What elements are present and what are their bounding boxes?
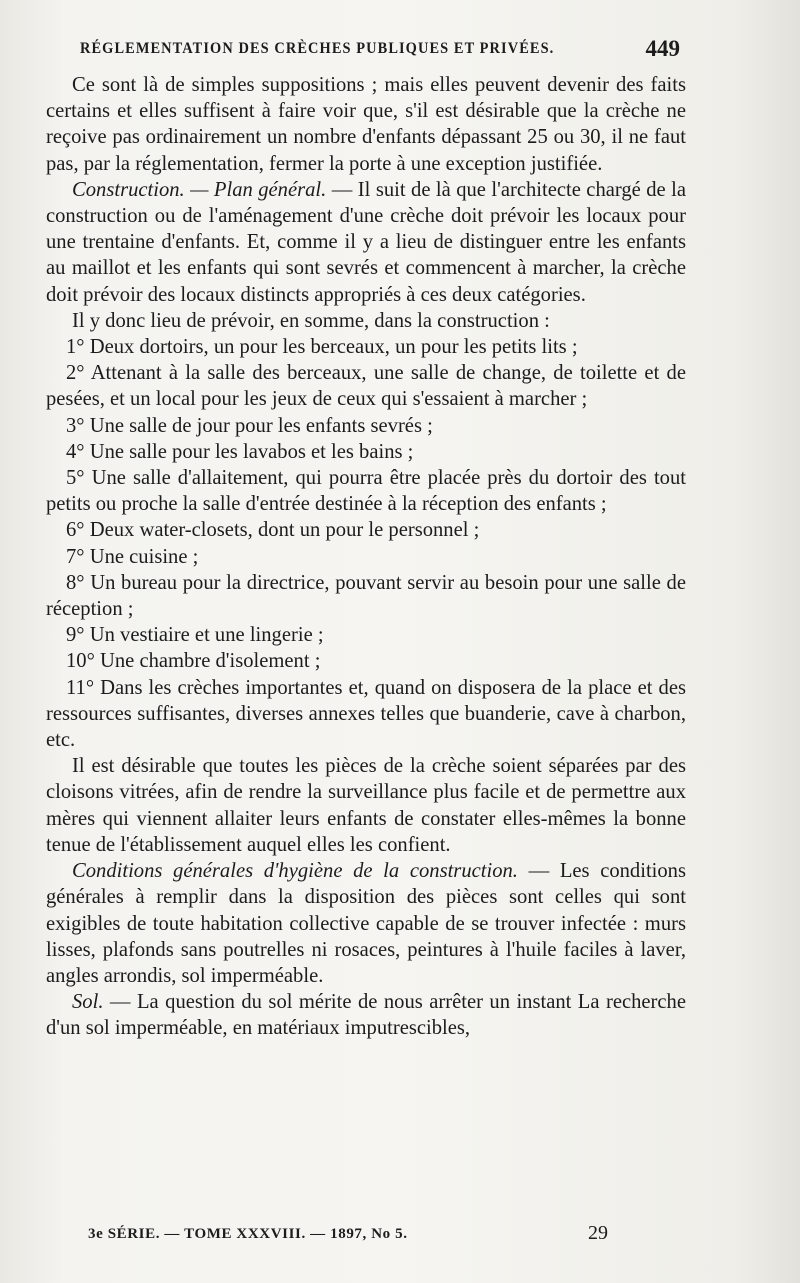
page-number: 449 [645,36,680,61]
paragraph-text: — Il suit de là que l'architecte chargé de la construction ou de l'aménagement d'une crèche doit prévoir les locaux pour une trentaine d'enfants. Et, comme il y a lieu de distinguer entre les enfants au maillot et les enfants qui sont sevrés et commencent à marcher, la crèche doit prévoir des locaux distincts appropriés à ces deux catégories. [46,178,686,306]
list-item [46,413,686,439]
list-item [46,360,686,412]
list-text: Une salle de jour pour les enfants sevrés ; [89,414,433,437]
list-item [46,517,686,543]
list-number: 1° [66,336,85,359]
list-text: Une salle pour les lavabos et les bains ; [89,440,414,463]
section-heading: Construction. — Plan général. [72,178,327,201]
footer-signature: 3e SÉRIE. — TOME XXXVIII. — 1897, No 5. [88,1226,408,1242]
list-text: Une salle d'allaitement, qui pourra être placée près du dortoir des tout petits ou proche la salle d'entrée destinée à la réception des enfants ; [46,467,686,516]
list-item [46,465,686,517]
list-number: 3° [66,414,85,437]
list-text: Attenant à la salle des berceaux, une salle de change, de toilette et de pesées, et un local pour les jeux de ceux qui s'essaient à marcher ; [46,362,686,411]
list-text: Dans les crèches importantes et, quand on disposera de la place et des ressources suffisantes, diverses annexes telles que buanderie, cave à charbon, etc. [46,676,686,752]
page-header [80,36,680,62]
list-item [46,570,686,622]
paragraph-text: Ce sont là de simples suppositions ; mais elles peuvent devenir des faits certains et elles suffisent à faire voir que, s'il est désirable que la crèche ne reçoive pas ordinairement un nombre d'enfants dépassant 25 ou 30, il ne faut pas, par la réglementation, fermer la porte à une exception justifiée. [46,74,686,175]
list-item [46,648,686,674]
list-text: Deux water-closets, dont un pour le personnel ; [89,519,480,542]
list-item [46,622,686,648]
paragraph [46,858,686,989]
list-text: Un vestiaire et une lingerie ; [89,624,324,647]
list-number: 9° [66,624,85,647]
list-item [46,439,686,465]
paragraph-text: Il y donc lieu de prévoir, en somme, dans la construction : [72,309,550,332]
paragraph [46,989,686,1041]
paragraph-text: — Les conditions générales à remplir dans la disposition des pièces sont celles qui sont exigibles de toute habitation collective capable de se trouver infectée : murs lisses, plafonds sans poutrelles ni rosaces, peintures à l'huile faciles à laver, angles arrondis, sol imperméable. [46,860,686,987]
list-number: 2° [66,362,85,385]
paragraph [46,753,686,858]
body-text [46,72,686,1042]
paragraph [46,177,686,308]
list-number: 6° [66,519,85,542]
list-text: Deux dortoirs, un pour les berceaux, un pour les petits lits ; [89,336,578,359]
list-text: Un bureau pour la directrice, pouvant servir au besoin pour une salle de réception ; [46,571,686,621]
section-heading: Sol. [72,991,104,1014]
section-heading: Conditions générales d'hygiène de la construction. [72,860,518,883]
sheet-number: 29 [588,1222,608,1244]
paragraph-text: — La question du sol mérite de nous arrêter un instant La recherche d'un sol imperméable, en matériaux imputrescibles, [46,991,686,1040]
list-item [46,334,686,360]
list-number: 10° [66,650,95,673]
paragraph-text: Il est désirable que toutes les pièces de la crèche soient séparées par des cloisons vitrées, afin de rendre la surveillance plus facile et de permettre aux mères qui viennent allaiter leurs enfants de constater elles-mêmes la bonne tenue de l'établissement auquel elles les confient. [46,755,686,856]
running-title: RÉGLEMENTATION DES CRÈCHES PUBLIQUES ET PRIVÉES. [80,40,555,57]
list-number: 4° [66,440,85,463]
list-number: 11° [66,676,95,699]
paragraph [46,72,686,177]
list-text: Une chambre d'isolement ; [100,650,321,673]
page-footer [88,1222,608,1246]
list-item [46,675,686,754]
list-number: 8° [66,571,85,594]
paragraph [46,308,686,334]
list-number: 7° [66,545,85,568]
list-number: 5° [66,467,85,490]
list-text: Une cuisine ; [89,545,199,568]
list-item [46,544,686,570]
